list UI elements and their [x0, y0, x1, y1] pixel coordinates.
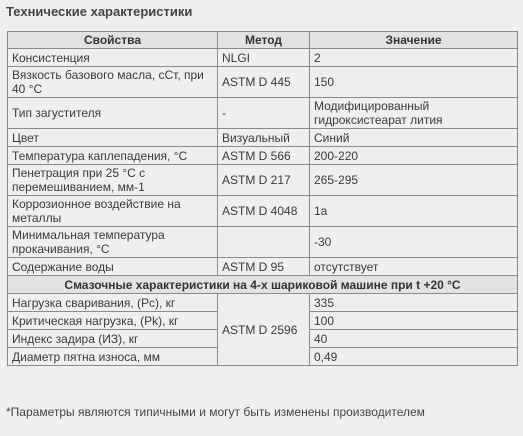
value-cell: 40	[310, 330, 518, 348]
property-cell: Минимальная температура прокачивания, °С	[8, 227, 218, 258]
table-row	[8, 49, 518, 67]
property-cell: Пенетрация при 25 °С с перемешиванием, мм-1	[8, 165, 218, 196]
method-cell: ASTM D 4048	[218, 196, 310, 227]
value-cell: 2	[310, 49, 518, 67]
table-row	[8, 67, 518, 98]
table-row	[8, 165, 518, 196]
section-title: Смазочные характеристики на 4-х шариковой машине при t +20 °С	[8, 276, 518, 294]
method-cell: -	[218, 98, 310, 129]
table-row	[8, 129, 518, 147]
table-row	[8, 196, 518, 227]
header-method: Метод	[218, 32, 310, 49]
value-cell: Модифицированный гидроксистеарат лития	[310, 98, 518, 129]
footnote: *Параметры являются типичными и могут быть изменены производителем	[6, 405, 425, 419]
property-cell: Коррозионное воздействие на металлы	[8, 196, 218, 227]
value-cell: -30	[310, 227, 518, 258]
method-cell: ASTM D 445	[218, 67, 310, 98]
property-cell: Консистенция	[8, 49, 218, 67]
value-cell: 1а	[310, 196, 518, 227]
method-cell: ASTM D 217	[218, 165, 310, 196]
method-cell: NLGI	[218, 49, 310, 67]
section-method-cell: ASTM D 2596	[218, 294, 310, 366]
property-cell: Индекс задира (ИЗ), кг	[8, 330, 218, 348]
method-cell: ASTM D 566	[218, 147, 310, 165]
property-cell: Содержание воды	[8, 258, 218, 276]
page-title: Технические характеристики	[6, 4, 193, 19]
table-row	[8, 147, 518, 165]
value-cell: 0,49	[310, 348, 518, 366]
value-cell: 335	[310, 294, 518, 312]
property-cell: Температура каплепадения, °С	[8, 147, 218, 165]
property-cell: Тип загустителя	[8, 98, 218, 129]
table-row	[8, 294, 518, 312]
property-cell: Нагрузка сваривания, (Рс), кг	[8, 294, 218, 312]
specs-table	[7, 31, 518, 366]
property-cell: Критическая нагрузка, (Pk), кг	[8, 312, 218, 330]
method-cell: ASTM D 95	[218, 258, 310, 276]
table-header-row	[8, 32, 518, 49]
header-property: Свойства	[8, 32, 218, 49]
table-row	[8, 258, 518, 276]
value-cell: Синий	[310, 129, 518, 147]
property-cell: Цвет	[8, 129, 218, 147]
table-row	[8, 227, 518, 258]
value-cell: 100	[310, 312, 518, 330]
table-row	[8, 98, 518, 129]
header-value: Значение	[310, 32, 518, 49]
value-cell: 200-220	[310, 147, 518, 165]
value-cell: 265-295	[310, 165, 518, 196]
section-header-row	[8, 276, 518, 294]
method-cell	[218, 227, 310, 258]
property-cell: Вязкость базового масла, сСт, при 40 °С	[8, 67, 218, 98]
value-cell: отсутствует	[310, 258, 518, 276]
property-cell: Диаметр пятна износа, мм	[8, 348, 218, 366]
value-cell: 150	[310, 67, 518, 98]
method-cell: Визуальный	[218, 129, 310, 147]
